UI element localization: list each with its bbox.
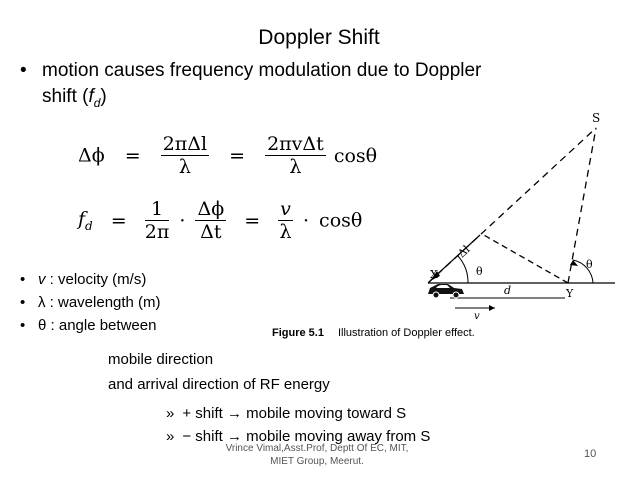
- fd-symbol: f: [88, 86, 94, 107]
- label-s: S: [592, 111, 601, 125]
- main-bullet-close: ): [100, 86, 107, 107]
- eq1-den2: λ: [289, 156, 302, 178]
- footer-credit: [212, 442, 422, 468]
- sub-item-text: + shift → mobile moving toward S: [182, 405, 407, 422]
- equation-doppler-shift: [78, 198, 362, 243]
- perpendicular-dashed: [482, 234, 568, 283]
- eq2-fraction-1: [145, 198, 170, 243]
- car-icon: [428, 284, 464, 298]
- eq2-dot-2: ·: [302, 209, 309, 232]
- eq1-num1: 2πΔl: [162, 133, 208, 155]
- definition-symbol: v: [38, 271, 46, 288]
- definition-text: : velocity (m/s): [45, 271, 147, 288]
- label-v: v: [474, 311, 480, 322]
- definition-symbol: λ: [38, 294, 46, 311]
- main-bullet-line1: motion causes frequency modulation due to Doppler: [42, 60, 482, 81]
- eq1-num2: 2πvΔt: [267, 133, 324, 155]
- fd-subscript: d: [93, 95, 101, 110]
- label-y: Y: [566, 287, 574, 300]
- label-delta-l: Δl: [455, 242, 473, 261]
- sub-item-marker: »: [166, 428, 175, 445]
- sub-item: [166, 405, 406, 422]
- definition-symbol: θ: [38, 317, 47, 334]
- eq2-den3: λ: [279, 221, 292, 243]
- eq2-dot-1: ·: [179, 209, 186, 232]
- label-theta-x: θ: [476, 265, 483, 278]
- eq1-den1: λ: [178, 156, 191, 178]
- label-d: d: [504, 284, 512, 297]
- eq2-lhs-base: f: [78, 208, 86, 231]
- eq2-cos: cosθ: [319, 209, 363, 232]
- definition-item: • λ : wavelength (m): [20, 294, 161, 311]
- continuation-line-1: mobile direction: [108, 351, 214, 368]
- eq2-den1: 2π: [144, 221, 170, 243]
- eq1-equals-1: =: [124, 144, 141, 167]
- sub-item-marker: »: [166, 405, 175, 422]
- eq1-fraction-1: [161, 133, 209, 178]
- eq2-num2: Δϕ: [197, 198, 225, 220]
- figure-caption-label: Figure 5.1: [272, 327, 324, 339]
- label-theta-y: θ: [586, 258, 593, 271]
- slide-title: Doppler Shift: [258, 26, 380, 49]
- eq1-fraction-2: [265, 133, 326, 178]
- velocity-arrowhead: [489, 305, 495, 311]
- equation-phase-change: [78, 133, 377, 178]
- eq2-lhs-sub: d: [85, 218, 93, 233]
- eq2-num1: 1: [145, 198, 170, 221]
- main-bullet-line2-text: shift (: [42, 86, 89, 107]
- definition-item: • θ : angle between: [20, 317, 157, 334]
- eq2-lhs: [78, 208, 93, 233]
- eq2-fraction-3: [278, 198, 293, 243]
- eq2-equals-2: =: [244, 209, 261, 232]
- eq2-den2: Δt: [200, 221, 222, 243]
- eq1-lhs: Δϕ: [78, 144, 105, 167]
- figure-caption-text: Illustration of Doppler effect.: [337, 327, 475, 339]
- definition-text: : angle between: [46, 317, 157, 334]
- definitions-list: [20, 268, 161, 337]
- page-number: 10: [584, 448, 597, 460]
- label-x: X: [430, 268, 438, 281]
- eq2-num3: v: [280, 198, 291, 220]
- eq2-fraction-2: [195, 198, 226, 243]
- doppler-figure: [410, 108, 630, 323]
- footer-line-1: Vrince Vimal,Asst.Prof, Deptt Of EC, MIT,: [225, 443, 409, 454]
- eq2-equals-1: =: [110, 209, 127, 232]
- footer-line-2: MIET Group, Meerut.: [270, 456, 364, 467]
- sub-item-text: − shift → mobile moving away from S: [182, 428, 431, 445]
- figure-caption: [272, 327, 475, 339]
- eq1-equals-2: =: [229, 144, 246, 167]
- definition-item: • v : velocity (m/s): [20, 271, 147, 288]
- bullet-dot: •: [20, 60, 27, 81]
- eq1-cos: cosθ: [333, 144, 378, 167]
- definition-text: : wavelength (m): [45, 294, 161, 311]
- continuation-line-2: and arrival direction of RF energy: [108, 376, 330, 393]
